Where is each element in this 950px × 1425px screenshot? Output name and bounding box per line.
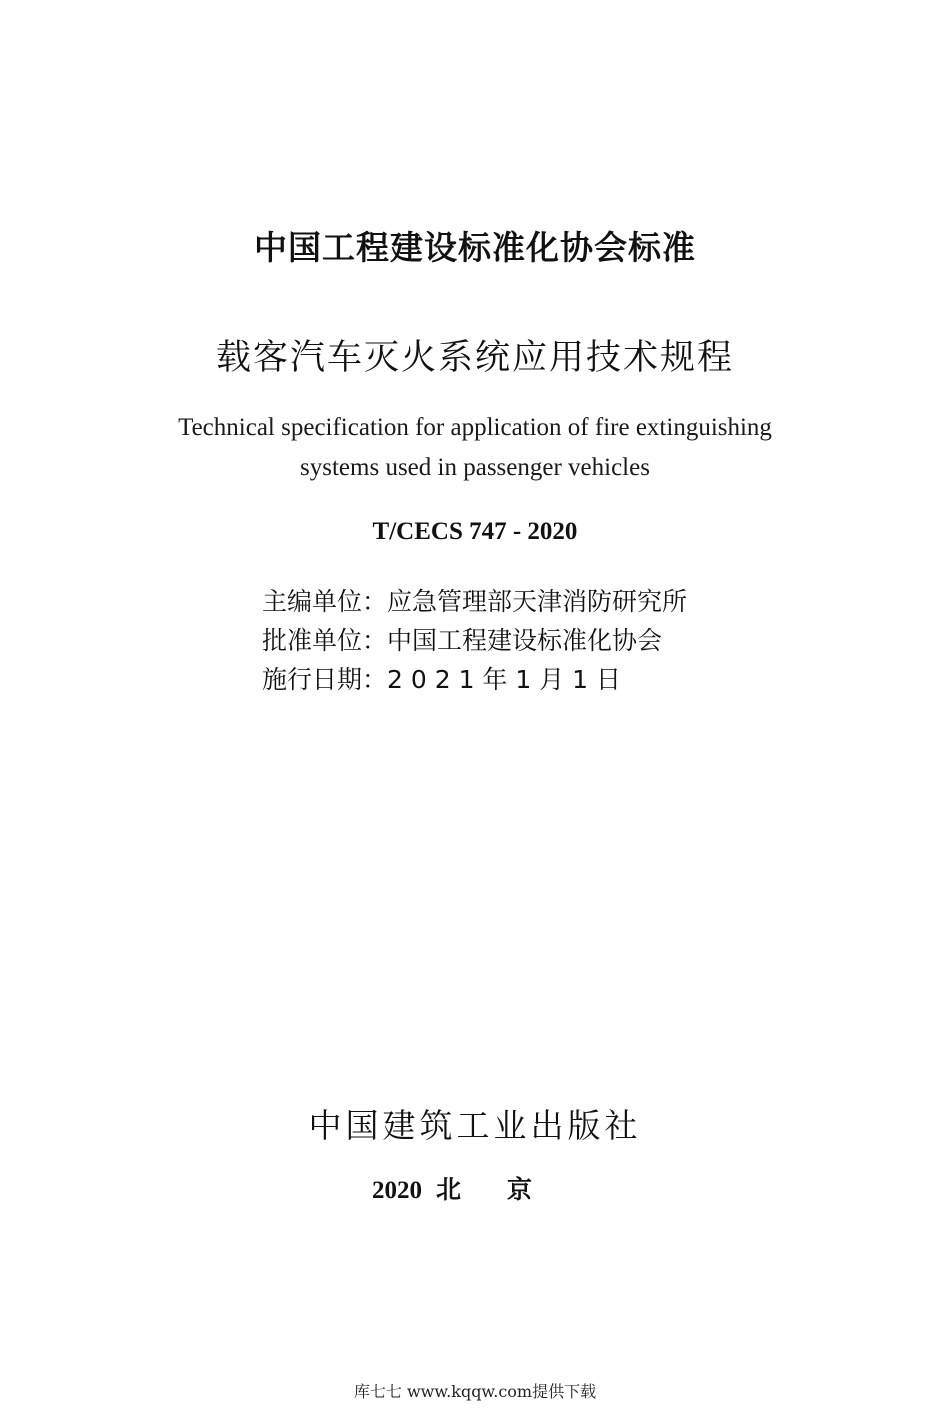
approver-label: 批准单位： xyxy=(262,626,388,655)
effective-date-label: 施行日期： xyxy=(262,665,388,694)
organization-standard-title: 中国工程建设标准化协会标准 xyxy=(254,228,696,267)
effective-date-value: 2 0 2 1 年 1 月 1 日 xyxy=(387,665,622,694)
publication-year: 2020 xyxy=(371,1177,422,1204)
approver-value: 中国工程建设标准化协会 xyxy=(387,626,663,655)
english-title-line-1: Technical specification for application of fire extinguishing xyxy=(178,414,772,441)
download-footer: 库七七 www.kqqw.com提供下载 xyxy=(353,1382,597,1401)
effective-date-row xyxy=(262,660,687,699)
publication-place xyxy=(0,1170,950,1206)
english-title xyxy=(0,408,950,488)
editor-label: 主编单位： xyxy=(262,587,388,616)
standard-code: T/CECS 747 - 2020 xyxy=(372,518,578,545)
publication-city: 北京 xyxy=(435,1175,578,1204)
editor-value: 应急管理部天津消防研究所 xyxy=(387,587,688,616)
editor-row xyxy=(262,582,687,621)
document-title: 载客汽车灭火系统应用技术规程 xyxy=(215,338,734,378)
english-title-line-2: systems used in passenger vehicles xyxy=(300,454,650,481)
metadata-block xyxy=(262,582,687,699)
approver-row xyxy=(262,621,687,660)
publisher-name: 中国建筑工业出版社 xyxy=(308,1106,642,1145)
